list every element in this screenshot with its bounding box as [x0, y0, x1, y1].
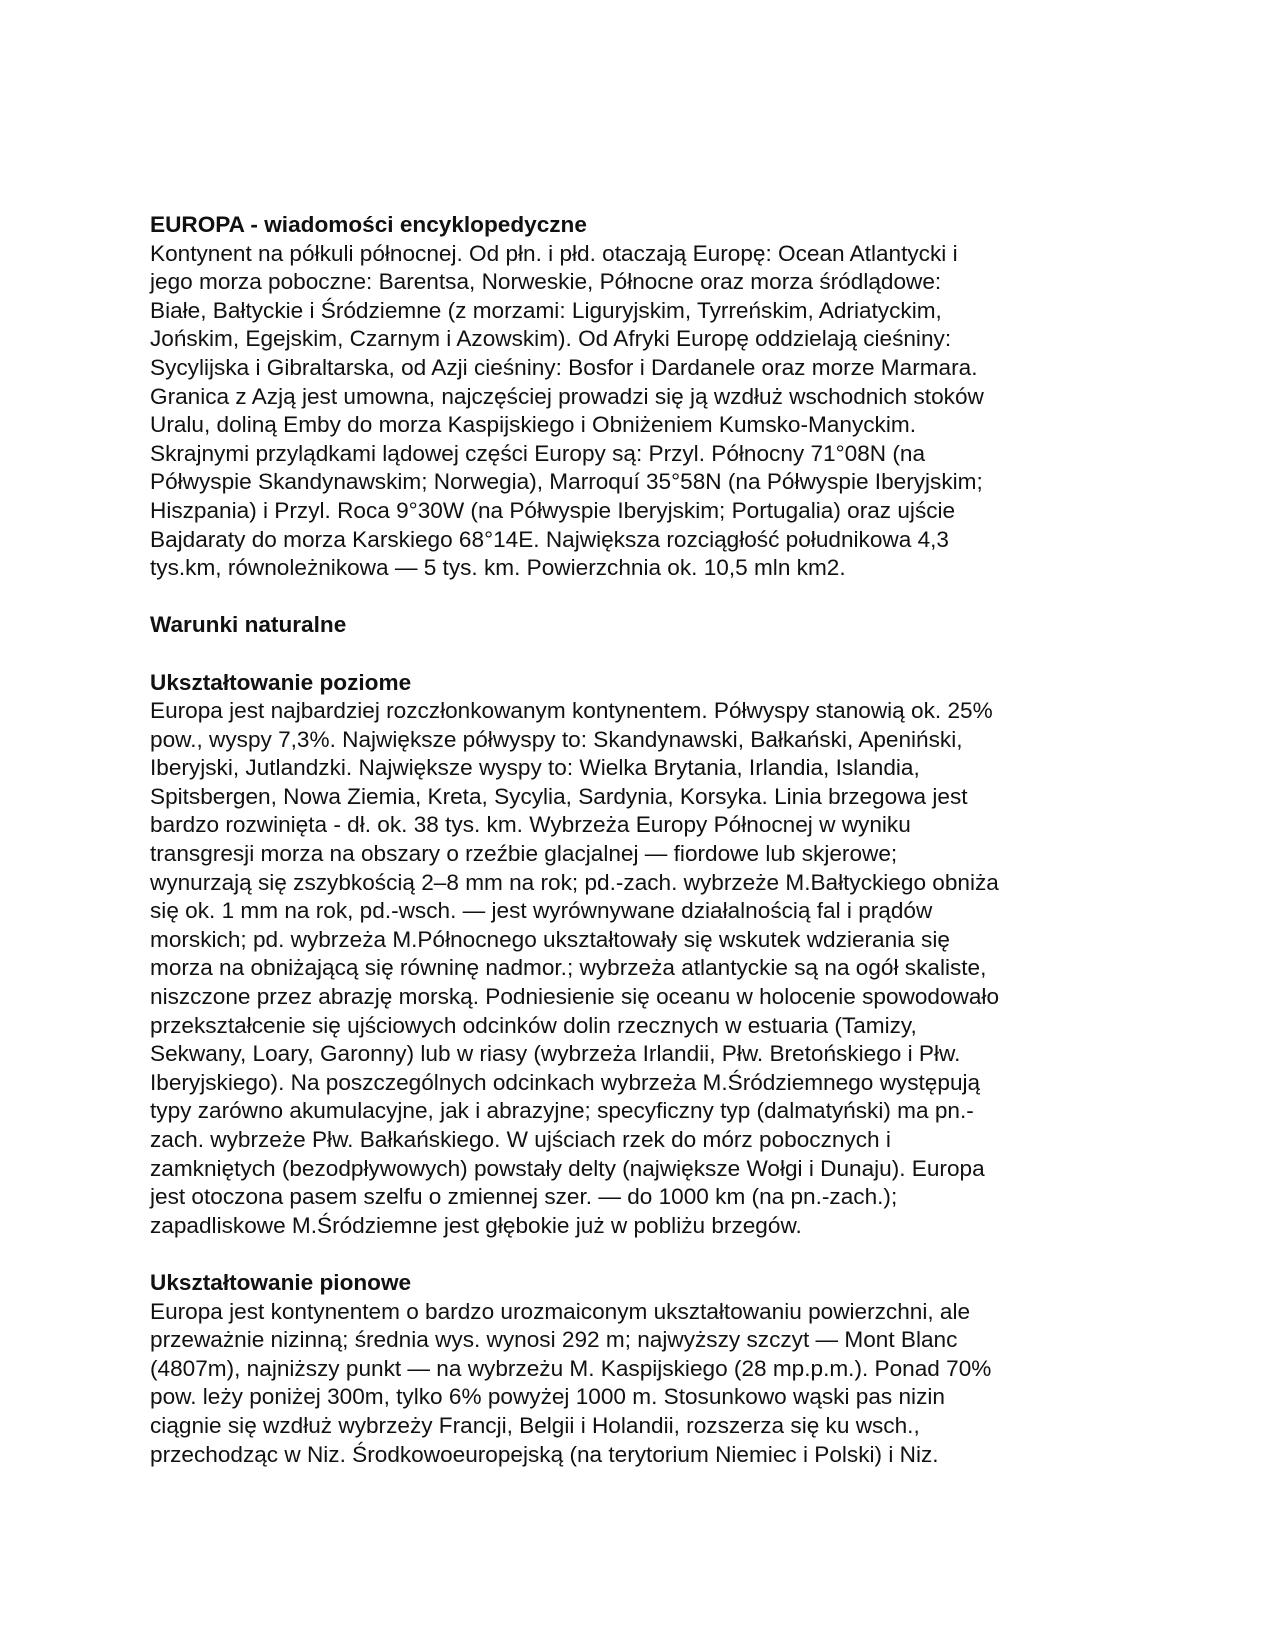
text-line: Półwyspie Skandynawskim; Norwegia), Marroquí 35°58N (na Półwyspie Iberyjskim;: [150, 469, 983, 495]
text-line: Kontynent na półkuli północnej. Od płn. i płd. otaczają Europę: Ocean Atlantycki i: [150, 240, 958, 266]
spacer: [150, 1240, 1110, 1269]
text-line: zach. wybrzeże Płw. Bałkańskiego. W ujściach rzek do mórz pobocznych i: [150, 1127, 891, 1152]
text-line: Iberyjskiego). Na poszczególnych odcinkach wybrzeża M.Śródziemnego występują: [150, 1069, 981, 1095]
text-line: niszczone przez abrazję morską. Podniesienie się oceanu w holocenie spowodowało: [150, 984, 1000, 1010]
section-heading: Warunki naturalne: [150, 612, 347, 638]
text-line: przeważnie nizinną; średnia wys. wynosi 292 m; najwyższy szczyt — Mont Blanc: [150, 1327, 958, 1353]
text-line: Bajdaraty do morza Karskiego 68°14E. Największa rozciągłość południkowa 4,3: [150, 526, 949, 552]
text-line: się ok. 1 mm na rok, pd.-wsch. — jest wyrównywane działalnością fal i prądów: [150, 898, 933, 924]
vertical-paragraph: [150, 1298, 1110, 1470]
text-line: morskich; pd. wybrzeża M.Północnego ukształtowały się wskutek wdzierania się: [150, 926, 950, 952]
text-line: Uralu, doliną Emby do morza Kaspijskiego i Obniżeniem Kumsko-Manyckim.: [150, 412, 916, 438]
text-line: Jońskim, Egejskim, Czarnym i Azowskim). Od Afryki Europę oddzielają cieśniny:: [150, 326, 952, 352]
text-line: zamkniętych (bezodpływowych) powstały delty (największe Wołgi i Dunaju). Europa: [150, 1155, 985, 1181]
text-line: jego morza poboczne: Barentsa, Norweskie, Północne oraz morza śródlądowe:: [150, 269, 942, 295]
text-line: zapadliskowe M.Śródziemne jest głębokie już w pobliżu brzegów.: [150, 1212, 802, 1238]
spacer: [150, 640, 1110, 669]
text-line: Spitsbergen, Nowa Ziemia, Kreta, Sycylia, Sardynia, Korsyka. Linia brzegowa jest: [150, 783, 968, 809]
subsection-heading-vertical: Ukształtowanie pionowe: [150, 1269, 412, 1295]
document-body: [150, 211, 1110, 1469]
text-line: Skrajnymi przylądkami lądowej części Europy są: Przyl. Północny 71°08N (na: [150, 440, 926, 466]
text-line: przekształcenie się ujściowych odcinków dolin rzecznych w estuaria (Tamizy,: [150, 1012, 917, 1038]
spacer: [150, 583, 1110, 612]
text-line: Hiszpania) i Przyl. Roca 9°30W (na Półwyspie Iberyjskim; Portugalia) oraz ujście: [150, 497, 956, 523]
horizontal-paragraph: [150, 697, 1110, 1240]
text-line: transgresji morza na obszary o rzeźbie glacjalnej — fiordowe lub skjerowe;: [150, 841, 898, 867]
text-line: bardzo rozwinięta - dł. ok. 38 tys. km. Wybrzeża Europy Północnej w wyniku: [150, 812, 911, 838]
text-line: morza na obniżającą się równinę nadmor.; wybrzeża atlantyckie są na ogół skaliste,: [150, 955, 987, 981]
text-line: Granica z Azją jest umowna, najczęściej prowadzi się ją wzdłuż wschodnich stoków: [150, 383, 984, 409]
subsection-heading-horizontal: Ukształtowanie poziome: [150, 669, 412, 695]
intro-paragraph: [150, 240, 1110, 583]
text-line: Sekwany, Loary, Garonny) lub w riasy (wybrzeża Irlandii, Płw. Bretońskiego i Płw.: [150, 1041, 961, 1067]
text-line: Białe, Bałtyckie i Śródziemne (z morzami: Liguryjskim, Tyrreńskim, Adriatyckim,: [150, 297, 942, 323]
text-line: jest otoczona pasem szelfu o zmiennej szer. — do 1000 km (na pn.-zach.);: [150, 1184, 898, 1210]
text-line: Europa jest najbardziej rozczłonkowanym kontynentem. Półwyspy stanowią ok. 25%: [150, 698, 993, 724]
text-line: ciągnie się wzdłuż wybrzeży Francji, Belgii i Holandii, rozszerza się ku wsch.,: [150, 1412, 920, 1438]
text-line: (4807m), najniższy punkt — na wybrzeżu M. Kaspijskiego (28 mp.p.m.). Ponad 70%: [150, 1355, 992, 1381]
text-line: Europa jest kontynentem o bardzo urozmaiconym ukształtowaniu powierzchni, ale: [150, 1298, 971, 1324]
text-line: Iberyjski, Jutlandzki. Największe wyspy to: Wielka Brytania, Irlandia, Islandia,: [150, 755, 920, 781]
text-line: przechodząc w Niz. Środkowoeuropejską (na terytorium Niemiec i Polski) i Niz.: [150, 1441, 939, 1467]
text-line: wynurzają się zszybkością 2–8 mm na rok; pd.-zach. wybrzeże M.Bałtyckiego obniża: [150, 869, 999, 895]
text-line: pow., wyspy 7,3%. Największe półwyspy to: Skandynawski, Bałkański, Apeniński,: [150, 726, 963, 752]
document-title: EUROPA - wiadomości encyklopedyczne: [150, 212, 587, 237]
text-line: Sycylijska i Gibraltarska, od Azji cieśniny: Bosfor i Dardanele oraz morze Marmara.: [150, 354, 978, 380]
text-line: typy zarówno akumulacyjne, jak i abrazyjne; specyficzny typ (dalmatyński) ma pn.-: [150, 1098, 974, 1124]
text-line: tys.km, równoleżnikowa — 5 tys. km. Powierzchnia ok. 10,5 mln km2.: [150, 555, 846, 581]
text-line: pow. leży poniżej 300m, tylko 6% powyżej 1000 m. Stosunkowo wąski pas nizin: [150, 1384, 945, 1410]
